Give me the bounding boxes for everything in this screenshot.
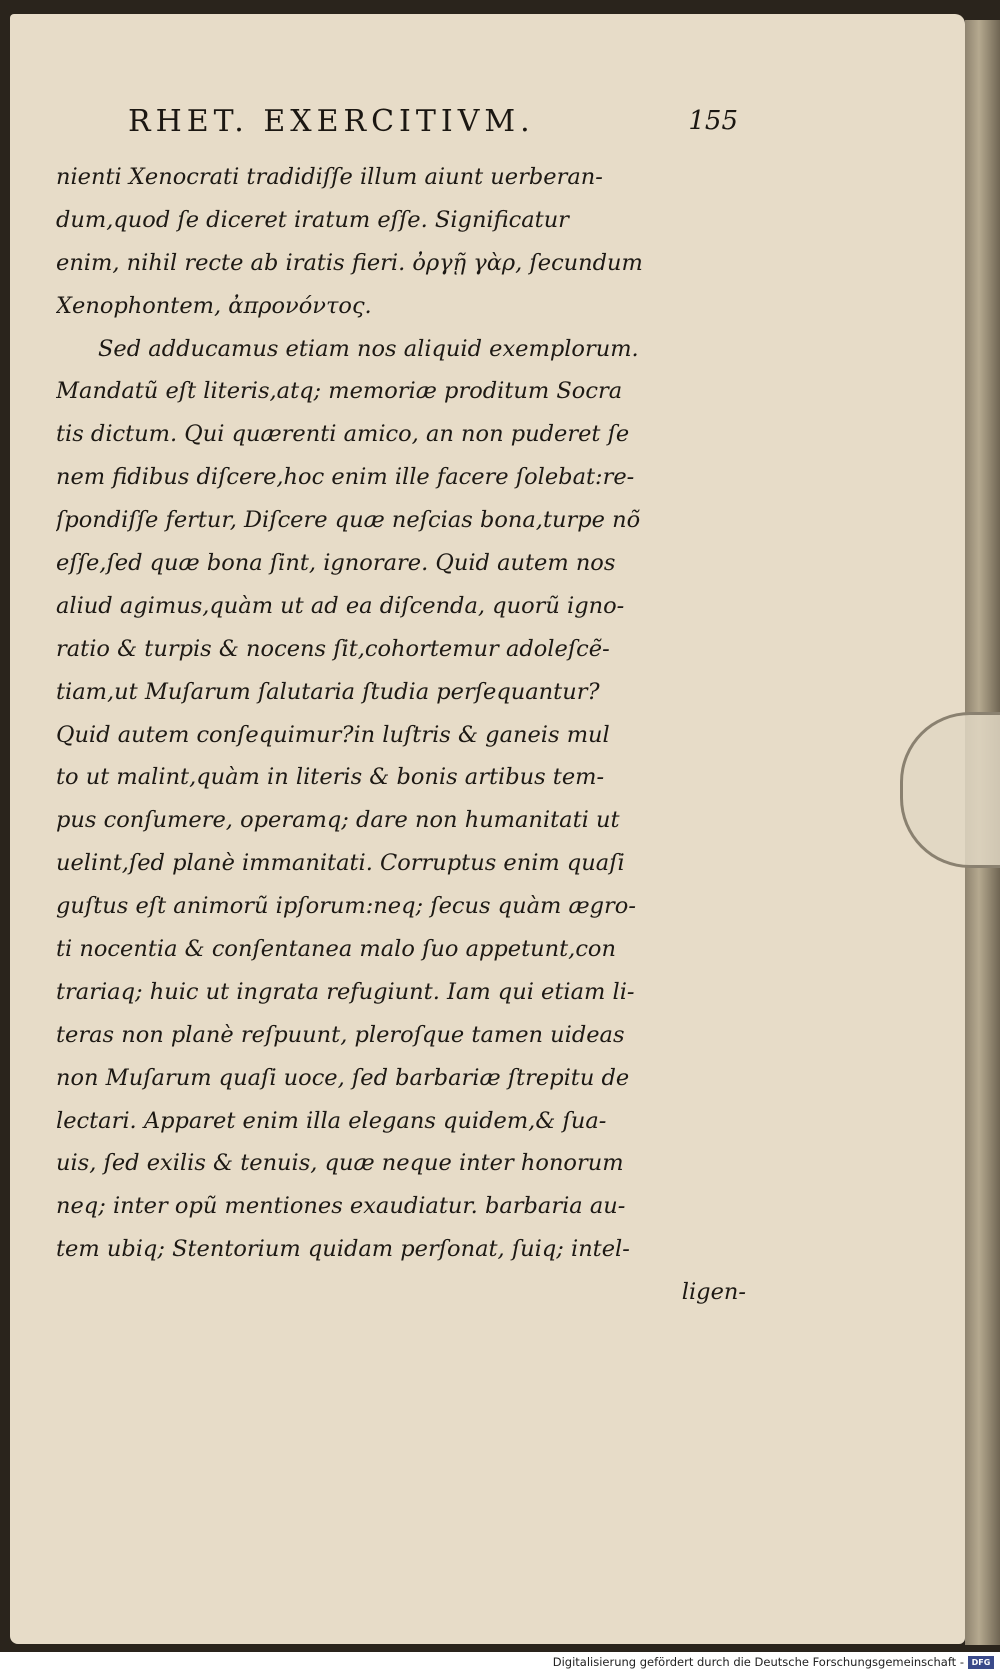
text-line: ſpondiſſe fertur, Diſcere quæ neſcias bona,turpe nõ [56, 507, 641, 534]
text-line: Xenophontem, ἀπρονόντος. [56, 292, 372, 319]
text-line: eſſe,ſed quæ bona ſint, ignorare. Quid autem nos [56, 550, 616, 577]
dfg-logo: DFG [968, 1656, 994, 1669]
text-line: Mandatũ eſt literis,atq; memoriæ proditum Socra [56, 378, 623, 405]
text-line: ti nocentia & conſentanea malo ſuo appetunt,con [56, 936, 616, 963]
text-line: to ut malint,quàm in literis & bonis artibus tem- [56, 764, 605, 791]
text-line: non Muſarum quaſi uoce, ſed barbariæ ſtrepitu de [56, 1064, 630, 1091]
text-line: ratio & turpis & nocens ſit,cohortemur adoleſcẽ- [56, 635, 610, 662]
text-line: tem ubiq; Stentorium quidam perſonat, ſuiq; intel- [56, 1236, 630, 1263]
text-line: nem fidibus diſcere,hoc enim ille facere ſolebat:re- [56, 464, 635, 491]
text-line: uis, ſed exilis & tenuis, quæ neque inter honorum [56, 1150, 624, 1177]
funding-credit: Digitalisierung gefördert durch die Deutsche Forschungsgemeinschaft - [552, 1655, 964, 1669]
page-header [128, 104, 738, 148]
text-line: teras non planè reſpuunt, pleroſque tamen uideas [56, 1021, 625, 1048]
text-line: guſtus eſt animorũ ipſorum:neq; ſecus quàm ægro- [56, 893, 636, 920]
text-line: lectari. Apparet enim illa elegans quidem,& ſua- [56, 1107, 607, 1134]
text-line: tis dictum. Qui quærenti amico, an non puderet ſe [56, 421, 630, 448]
text-line: dum,quod ſe diceret iratum eſſe. Significatur [56, 206, 569, 233]
page-number: 155 [688, 106, 738, 136]
text-line: tiam,ut Muſarum ſalutaria ſtudia perſequantur? [56, 678, 600, 705]
text-line: trariaq; huic ut ingrata refugiunt. Iam qui etiam li- [56, 978, 635, 1005]
text-line: enim, nihil recte ab iratis fieri. ὀργῇ γὰρ, ſecundum [56, 249, 643, 276]
footer-bar [0, 1652, 1000, 1674]
text-line: nienti Xenocrati tradidiſſe illum aiunt uerberan- [56, 164, 603, 190]
text-line: neq; inter opũ mentiones exaudiatur. barbaria au- [56, 1193, 626, 1220]
text-line: aliud agimus,quàm ut ad ea diſcenda, quorũ igno- [56, 592, 625, 619]
body-text [56, 156, 746, 1314]
running-title: RHET. EXERCITIVM. [128, 104, 535, 139]
catchword: ligen- [681, 1279, 746, 1306]
text-line: pus conſumere, operamq; dare non humanitati ut [56, 807, 620, 834]
text-line: uelint,ſed planè immanitati. Corruptus enim quaſi [56, 850, 625, 877]
text-line: Sed adducamus etiam nos aliquid exemplorum. [98, 335, 639, 362]
text-line: Quid autem conſequimur?in luſtris & ganeis mul [56, 721, 610, 748]
